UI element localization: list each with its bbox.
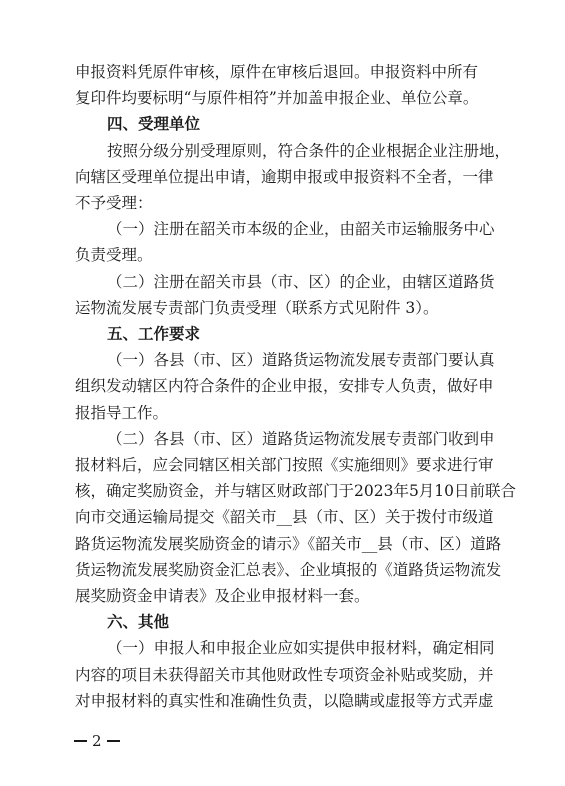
footer-dash-right: [107, 740, 120, 742]
paragraph-line: 不予受理：: [75, 194, 153, 212]
paragraph-line: （二）注册在韶关市县（市、区）的企业，由辖区道路货: [107, 272, 495, 291]
paragraph-line: 展奖励资金申请表》及企业申报材料一套。: [75, 587, 370, 605]
section-heading: 五、工作要求: [107, 325, 201, 343]
paragraph-line: 报材料后，应会同辖区相关部门按照《实施细则》要求进行审: [75, 456, 494, 474]
paragraph-line: （一）申报人和申报企业应如实提供申报材料，确定相同: [107, 639, 495, 658]
paragraph-line: （一）注册在韶关市本级的企业，由韶关市运输服务中心: [107, 220, 495, 239]
paragraph-line: 组织发动辖区内符合条件的企业申报，安排专人负责，做好申: [75, 377, 494, 396]
paragraph-line: 向辖区受理单位提出申请，逾期申报或申报资料不全者，一律: [75, 167, 494, 186]
paragraph-line: 按照分级分别受理原则，符合条件的企业根据企业注册地，: [107, 141, 511, 160]
section-heading: 四、受理单位: [107, 115, 201, 134]
paragraph-line: 货运物流发展奖励资金汇总表》、企业填报的《道路货运物流发: [75, 560, 502, 579]
paragraph-line: 向市交通运输局提交《韶关市__县（市、区）关于拨付市级道: [75, 508, 494, 527]
paragraph-line: （二）各县（市、区）道路货运物流发展专责部门收到申: [107, 429, 495, 448]
paragraph-line: 路货运物流发展奖励资金的请示》《韶关市__县（市、区）道路: [75, 534, 502, 553]
footer-dash-left: [74, 740, 87, 742]
paragraph-line: 报指导工作。: [75, 403, 169, 422]
paragraph-line: （一）各县（市、区）道路货运物流发展专责部门要认真: [107, 351, 495, 370]
paragraph-line: 申报资料凭原件审核，原件在审核后退回。申报资料中所有: [75, 63, 479, 81]
page-footer: [74, 732, 120, 750]
paragraph-line: 对申报材料的真实性和准确性负责，以隐瞒或虚报等方式弄虚: [75, 691, 494, 710]
paragraph-line: 运物流发展专责部门负责受理（联系方式见附件 3）。: [75, 298, 439, 317]
paragraph-line: 负责受理。: [75, 246, 153, 265]
paragraph-line: 内容的项目未获得韶关市其他财政性专项资金补贴或奖励，并: [75, 665, 494, 684]
paragraph-line: 核，确定奖励资金，并与辖区财政部门于2023年5月10日前联合: [75, 482, 517, 501]
section-heading: 六、其他: [107, 613, 170, 632]
paragraph-line: 复印件均要标明“与原件相符”并加盖申报企业、单位公章。: [75, 89, 479, 108]
page-number: 2: [92, 732, 102, 750]
